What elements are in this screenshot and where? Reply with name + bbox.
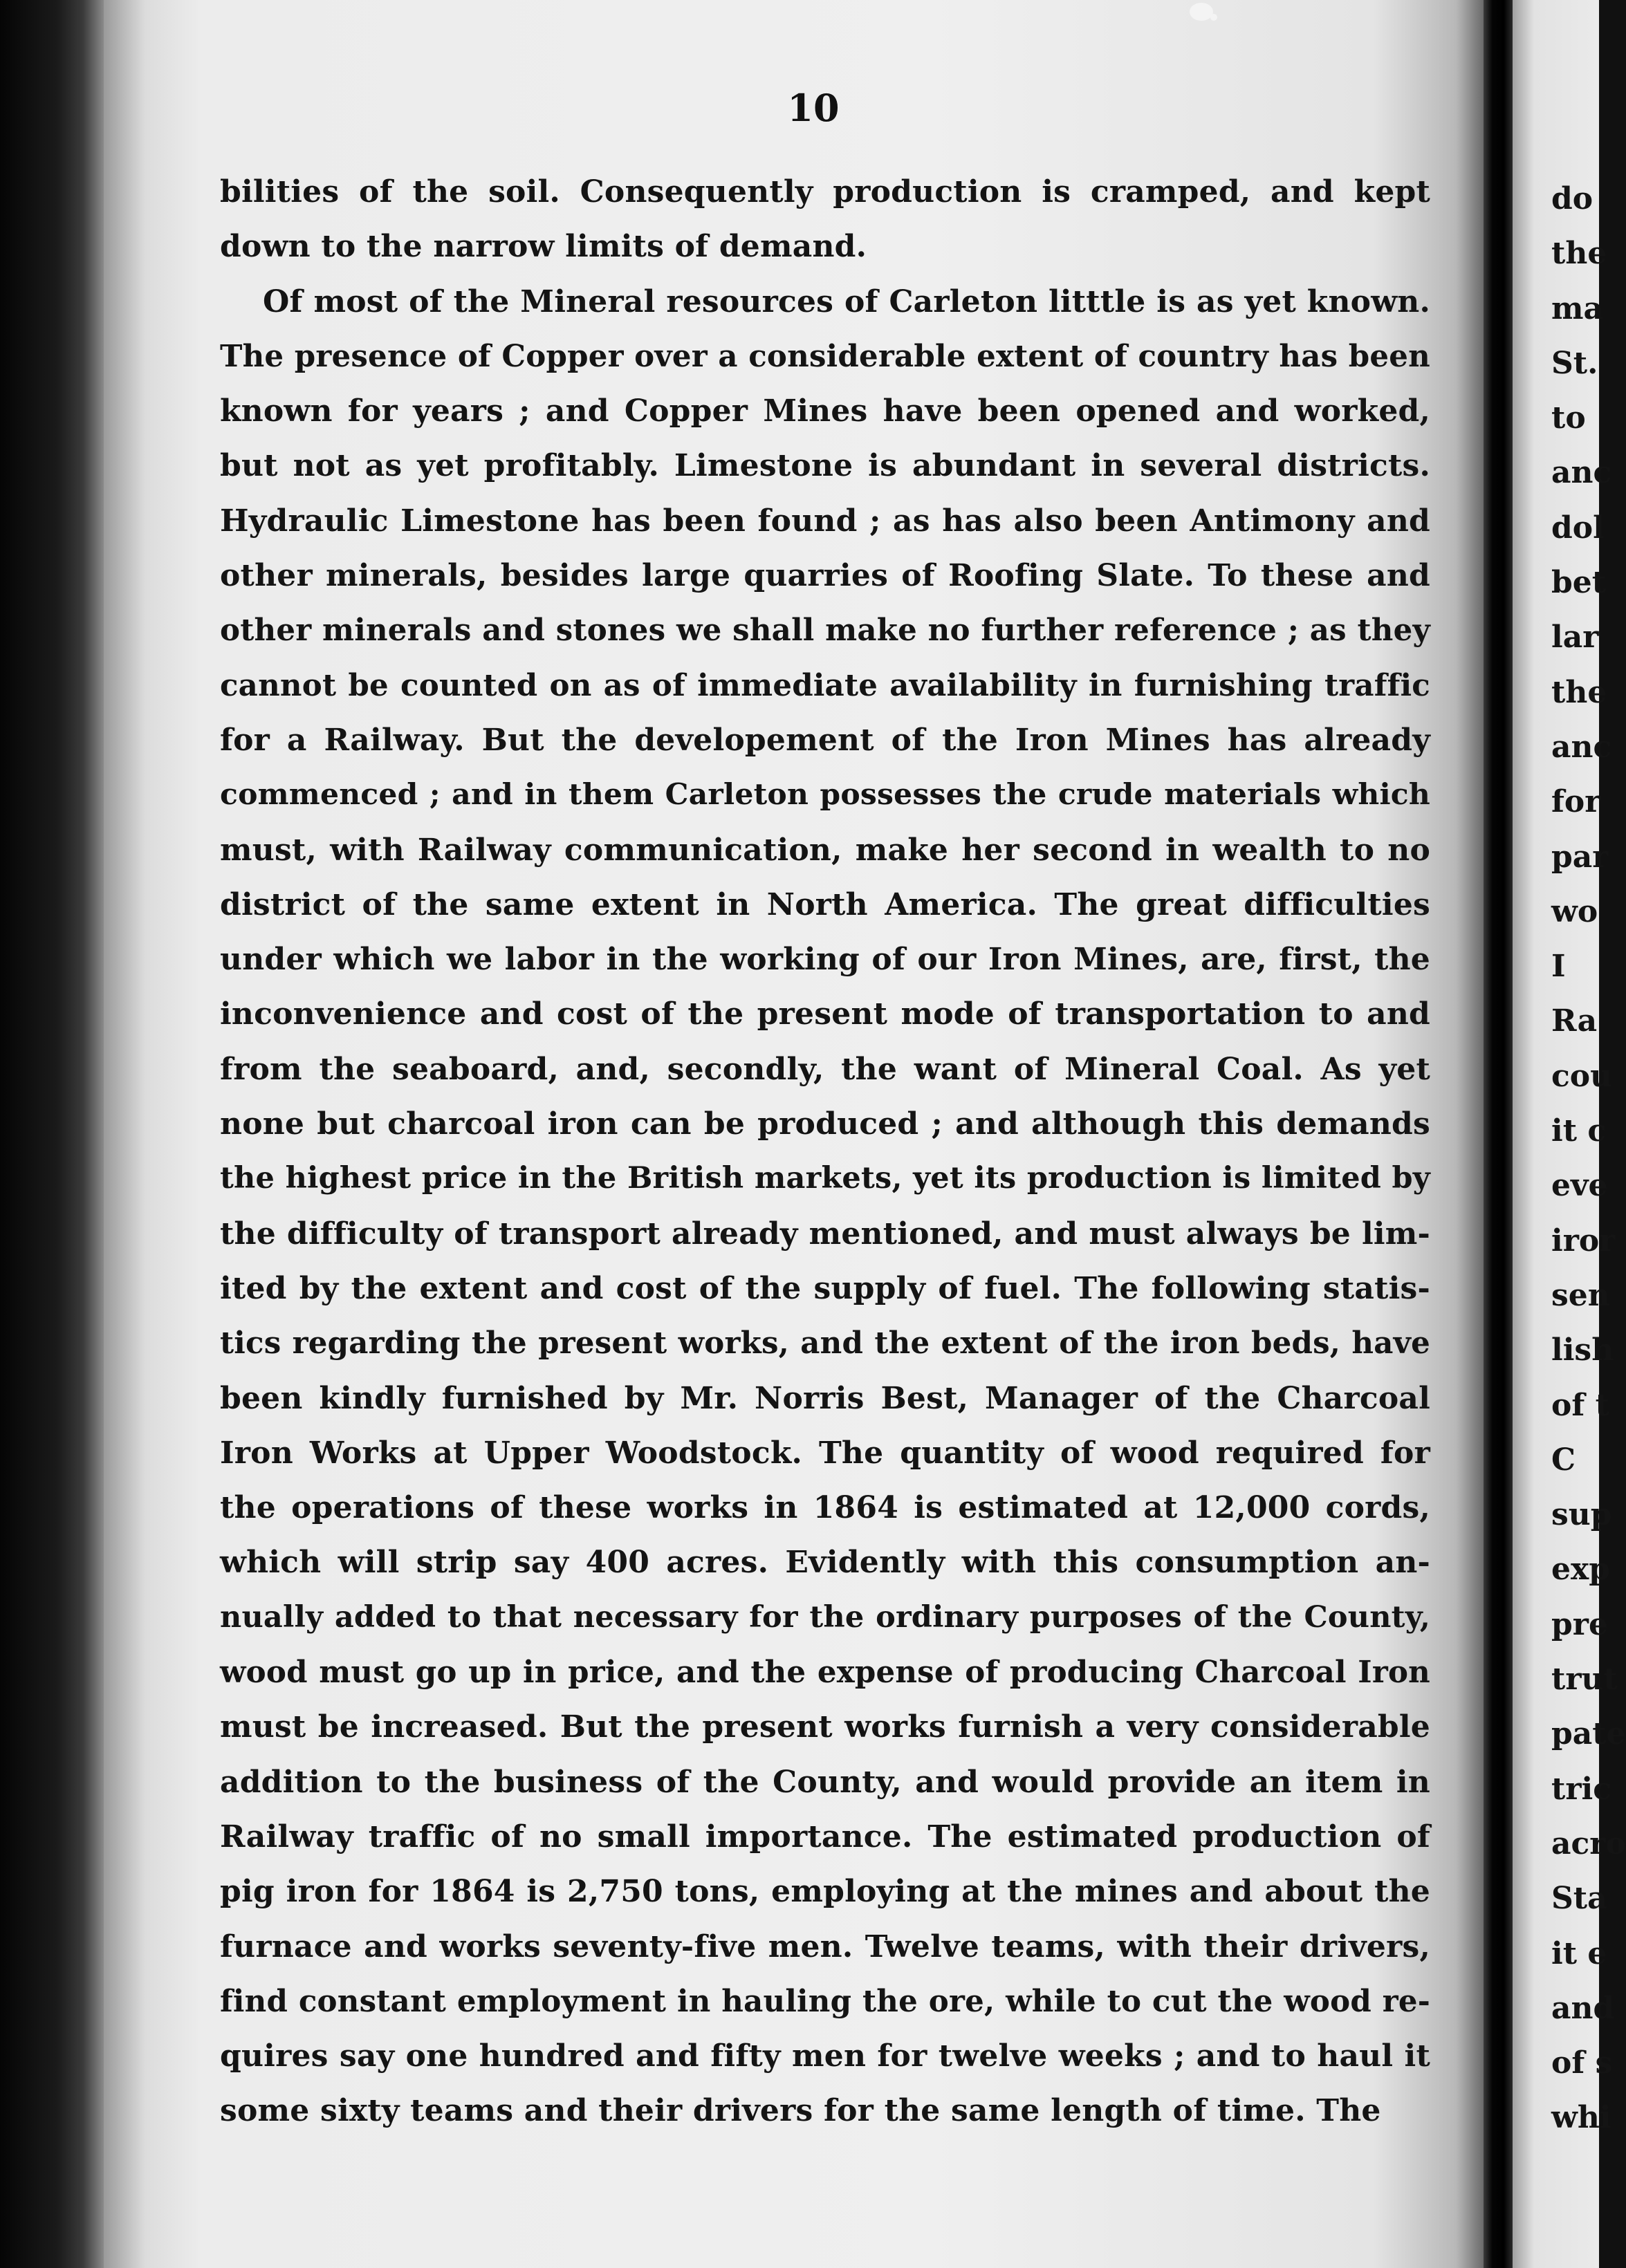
text-line: bilities of the soil. Consequently production is cramped, and kept xyxy=(220,174,1430,210)
next-page-fragment: pre xyxy=(1551,1606,1608,1642)
text-line: furnace and works seventy-five men. Twelve teams, with their drivers, xyxy=(220,1928,1430,1964)
next-page-fragment: whi xyxy=(1551,2100,1611,2136)
text-line: The presence of Copper over a considerable extent of country has been xyxy=(220,338,1430,374)
next-page-text xyxy=(1551,171,1626,2146)
next-page-fragment: to xyxy=(1551,400,1586,436)
text-line: which will strip say 400 acres. Evidently with this consumption an- xyxy=(220,1545,1430,1581)
text-line: other minerals, besides large quarries of Roofing Slate. To these and xyxy=(220,558,1430,594)
next-page-fragment: of s xyxy=(1551,2045,1613,2081)
next-page-fragment: cou xyxy=(1551,1058,1613,1094)
page-gutter xyxy=(1484,0,1513,2268)
text-line: the operations of these works in 1864 is estimated at 12,000 cords, xyxy=(220,1490,1430,1526)
next-page-fragment: dol xyxy=(1551,510,1605,546)
text-line: nually added to that necessary for the ordinary purposes of the County, xyxy=(220,1599,1430,1635)
text-line: Of most of the Mineral resources of Carleton litttle is as yet known. xyxy=(263,284,1430,319)
text-line: under which we labor in the working of our Iron Mines, are, first, the xyxy=(220,942,1430,978)
next-page-fragment: tric xyxy=(1551,1771,1612,1807)
next-page-fragment: exp xyxy=(1551,1552,1610,1588)
text-line: Railway traffic of no small importance. The estimated production of xyxy=(220,1819,1430,1855)
text-line: been kindly furnished by Mr. Norris Best, Manager of the Charcoal xyxy=(220,1380,1430,1416)
next-page-fragment: par xyxy=(1551,839,1609,875)
text-line: the difficulty of transport already mentioned, and must always be lim- xyxy=(220,1216,1430,1252)
text-line: other minerals and stones we shall make no further reference ; as they xyxy=(220,613,1430,649)
text-line: known for years ; and Copper Mines have been opened and worked, xyxy=(220,393,1430,429)
next-page-fragment: it e xyxy=(1551,1935,1607,1971)
text-line: quires say one hundred and fifty men for twelve weeks ; and to haul it xyxy=(220,2038,1430,2074)
next-page-fragment: I xyxy=(1551,949,1566,985)
next-page-fragment: lar xyxy=(1551,620,1599,656)
text-line: must be increased. But the present works furnish a very considerable xyxy=(220,1709,1430,1745)
next-page-fragment: pate xyxy=(1551,1716,1626,1752)
text-line: commenced ; and in them Carleton possesses the crude materials which xyxy=(220,777,1430,812)
binding-edge xyxy=(0,0,104,2268)
next-page-fragment: iror xyxy=(1551,1223,1616,1258)
next-page-fragment: trut xyxy=(1551,1662,1618,1698)
scan-speck xyxy=(1190,3,1213,21)
text-line: some sixty teams and their drivers for the same length of time. The xyxy=(220,2093,1381,2129)
next-page-fragment: wo xyxy=(1551,893,1598,929)
text-line: down to the narrow limits of demand. xyxy=(220,229,867,265)
text-line: Iron Works at Upper Woodstock. The quantity of wood required for xyxy=(220,1435,1430,1471)
text-line: for a Railway. But the developement of the Iron Mines has already xyxy=(220,722,1430,758)
next-page-fragment: of t xyxy=(1551,1387,1609,1423)
next-page-fragment: for xyxy=(1551,784,1601,820)
next-page-fragment: sen xyxy=(1551,1277,1610,1313)
next-page-fragment: bet xyxy=(1551,565,1607,601)
next-page-fragment: eve xyxy=(1551,1168,1608,1204)
next-page-fragment: sup xyxy=(1551,1497,1612,1533)
text-line: tics regarding the present works, and the extent of the iron beds, have xyxy=(220,1326,1430,1361)
text-line: wood must go up in price, and the expense of producing Charcoal Iron xyxy=(220,1655,1430,1691)
text-line: ited by the extent and cost of the supply of fuel. The following statis- xyxy=(220,1270,1430,1306)
next-page-fragment: anc xyxy=(1551,455,1612,491)
next-page-fragment: St. xyxy=(1551,345,1598,381)
text-line: cannot be counted on as of immediate availability in furnishing traffic xyxy=(220,667,1430,703)
text-line: addition to the business of the County, and would provide an item in xyxy=(220,1764,1430,1800)
text-line: from the seaboard, and, secondly, the want of Mineral Coal. As yet xyxy=(220,1051,1430,1087)
page-number: 10 xyxy=(787,86,840,130)
body-text xyxy=(220,165,1430,2139)
scan-speck xyxy=(1210,14,1217,21)
text-line: Hydraulic Limestone has been found ; as has also been Antimony and xyxy=(220,503,1430,539)
text-line: find constant employment in hauling the ore, while to cut the wood re- xyxy=(220,1983,1430,2019)
next-page-fragment: Ra xyxy=(1551,1003,1598,1039)
text-line: but not as yet profitably. Limestone is abundant in several districts. xyxy=(220,448,1430,484)
text-line: none but charcoal iron can be produced ; and although this demands xyxy=(220,1106,1430,1142)
text-line: the highest price in the British markets, yet its production is limited by xyxy=(220,1161,1430,1196)
text-line: must, with Railway communication, make her second in wealth to no xyxy=(220,832,1430,868)
next-page-fragment: anc xyxy=(1551,729,1612,765)
next-page-fragment: Sta xyxy=(1551,1881,1607,1917)
next-page-fragment: lish xyxy=(1551,1332,1614,1368)
text-line: pig iron for 1864 is 2,750 tons, employing at the mines and about the xyxy=(220,1874,1430,1910)
next-page-fragment: C xyxy=(1551,1442,1576,1478)
next-page-fragment: it c xyxy=(1551,1113,1607,1149)
text-line: inconvenience and cost of the present mode of transportation to and xyxy=(220,996,1430,1032)
next-page-fragment: the xyxy=(1551,674,1607,710)
next-page-fragment: do xyxy=(1551,181,1593,216)
next-page-fragment: acro xyxy=(1551,1825,1626,1861)
text-line: district of the same extent in North America. The great difficulties xyxy=(220,886,1430,922)
next-page-fragment: and xyxy=(1551,1990,1615,2026)
next-page-fragment: ma xyxy=(1551,290,1604,326)
next-page-fragment: the xyxy=(1551,236,1607,272)
